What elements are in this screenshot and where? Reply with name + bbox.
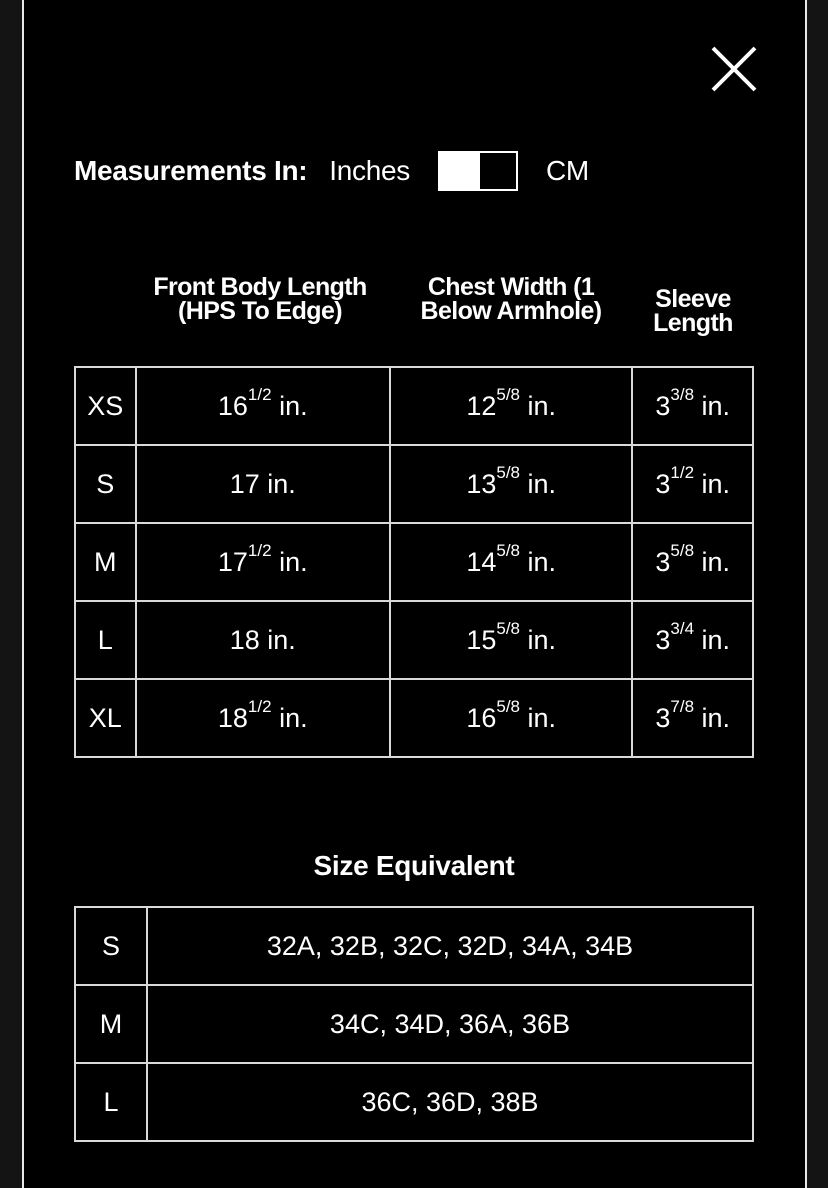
size-cell: XL — [75, 679, 136, 757]
equivalent-sizes-cell: 36C, 36D, 38B — [147, 1063, 753, 1141]
size-cell: XS — [75, 367, 136, 445]
units-label: Measurements In: — [74, 155, 308, 186]
value-fraction: 5/8 — [496, 540, 520, 560]
value-fraction: 5/8 — [496, 618, 520, 638]
value-whole: 13 — [466, 468, 497, 499]
value-fraction: 1/2 — [247, 696, 272, 716]
value-whole: 16 — [466, 702, 497, 733]
unit-label: in. — [527, 546, 557, 577]
value-fraction: 5/8 — [496, 462, 520, 482]
value-fraction: 7/8 — [670, 696, 695, 716]
value-whole: 3 — [655, 468, 671, 499]
units-option-cm[interactable]: CM — [545, 155, 589, 186]
equivalent-sizes-cell: 34C, 34D, 36A, 36B — [147, 985, 753, 1063]
front-cell — [136, 445, 390, 523]
value-fraction: 1/2 — [247, 540, 272, 560]
table-row — [75, 1063, 753, 1141]
column-header-front-body-length: Front Body Length (HPS To Edge) — [153, 273, 367, 325]
value-whole: 12 — [466, 390, 497, 421]
unit-label: in. — [527, 624, 557, 655]
units-switch-row — [74, 150, 589, 192]
table-row — [75, 679, 753, 757]
unit-label: in. — [701, 702, 731, 733]
value-whole: 3 — [655, 702, 671, 733]
size-cell: S — [75, 445, 136, 523]
table-row — [75, 523, 753, 601]
table-row — [75, 907, 753, 985]
front-cell — [136, 679, 390, 757]
equivalent-sizes-cell: 32A, 32B, 32C, 32D, 34A, 34B — [147, 907, 753, 985]
table-row — [75, 601, 753, 679]
front-cell — [136, 367, 390, 445]
unit-label: in. — [279, 390, 308, 421]
chest-cell — [390, 601, 633, 679]
size-cell: M — [75, 985, 147, 1063]
chest-cell — [390, 367, 633, 445]
value-fraction: 3/4 — [670, 618, 695, 638]
value-whole: 17 — [217, 546, 248, 577]
value-whole: 18 — [217, 702, 248, 733]
unit-label: in. — [267, 624, 296, 655]
column-header-chest-width: Chest Width (1 Below Armhole) — [420, 273, 602, 325]
units-option-inches[interactable]: Inches — [329, 155, 410, 186]
table-row — [75, 985, 753, 1063]
value-whole: 15 — [466, 624, 497, 655]
toggle-knob — [440, 153, 480, 189]
sleeve-cell — [632, 601, 753, 679]
sleeve-cell — [632, 523, 753, 601]
value-fraction: 3/8 — [670, 384, 695, 404]
value-fraction: 1/2 — [670, 462, 695, 482]
chest-cell — [390, 523, 633, 601]
close-icon[interactable] — [710, 45, 758, 93]
measurements-table — [74, 366, 754, 758]
table-row — [75, 445, 753, 523]
value-fraction: 5/8 — [670, 540, 695, 560]
size-equivalent-title: Size Equivalent — [313, 850, 515, 881]
chest-cell — [390, 679, 633, 757]
value-fraction: 1/2 — [247, 384, 272, 404]
value-whole: 18 — [229, 624, 260, 655]
unit-label: in. — [267, 468, 296, 499]
value-whole: 16 — [217, 390, 248, 421]
sleeve-cell — [632, 679, 753, 757]
unit-label: in. — [279, 702, 308, 733]
units-toggle[interactable] — [438, 151, 518, 191]
unit-label: in. — [279, 546, 308, 577]
size-cell: S — [75, 907, 147, 985]
sleeve-cell — [632, 367, 753, 445]
front-cell — [136, 601, 390, 679]
value-whole: 17 — [229, 468, 260, 499]
unit-label: in. — [701, 468, 731, 499]
value-whole: 3 — [655, 390, 671, 421]
size-equivalent-table — [74, 906, 754, 1142]
value-whole: 3 — [655, 546, 671, 577]
table-row — [75, 367, 753, 445]
value-whole: 3 — [655, 624, 671, 655]
unit-label: in. — [527, 468, 557, 499]
unit-label: in. — [701, 390, 731, 421]
chest-cell — [390, 445, 633, 523]
front-cell — [136, 523, 390, 601]
sleeve-cell — [632, 445, 753, 523]
column-header-sleeve-length: Sleeve Length — [653, 285, 733, 337]
unit-label: in. — [701, 546, 731, 577]
size-cell: L — [75, 1063, 147, 1141]
value-fraction: 5/8 — [496, 696, 520, 716]
size-cell: M — [75, 523, 136, 601]
size-cell: L — [75, 601, 136, 679]
unit-label: in. — [527, 390, 557, 421]
value-fraction: 5/8 — [496, 384, 520, 404]
unit-label: in. — [701, 624, 731, 655]
value-whole: 14 — [466, 546, 497, 577]
unit-label: in. — [527, 702, 557, 733]
